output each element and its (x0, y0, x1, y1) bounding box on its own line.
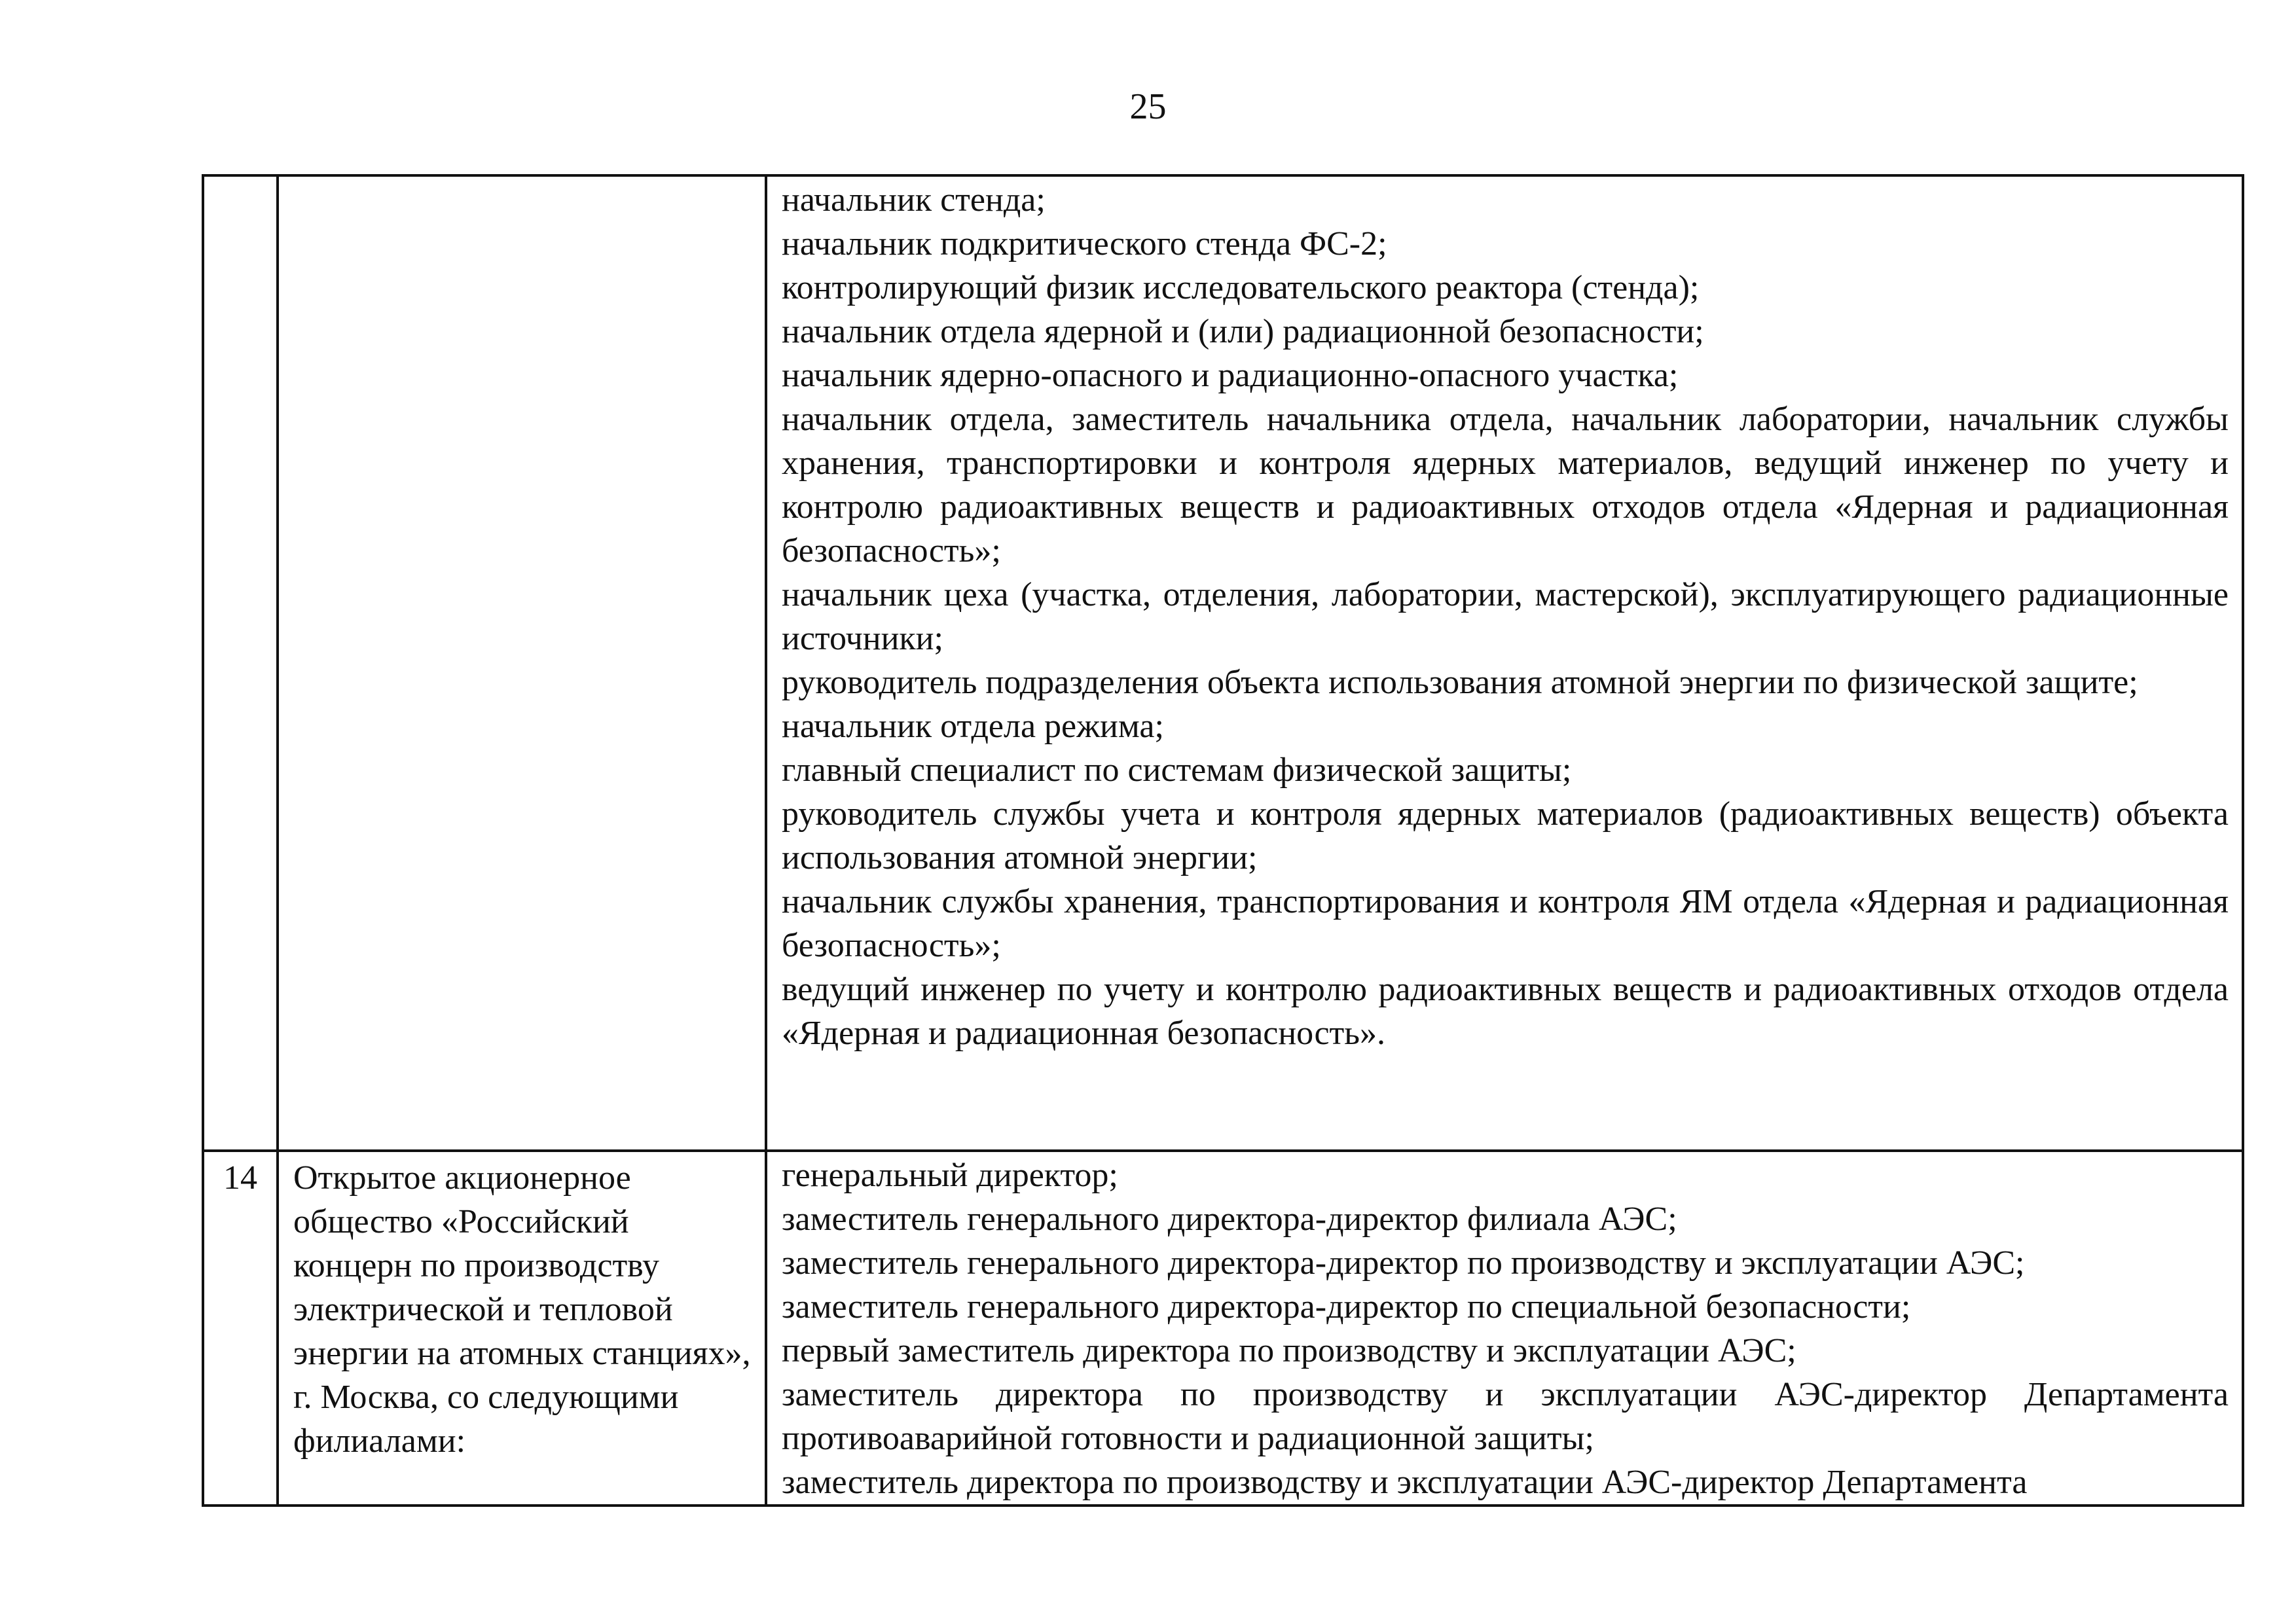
position-item: руководитель службы учета и контроля ядерных материалов (радиоактивных веществ) объекта использования атомной энергии; (782, 795, 2229, 876)
position-item: генеральный директор; (782, 1157, 1118, 1194)
position-item: начальник отдела ядерной и (или) радиационной безопасности; (782, 313, 1704, 350)
organization-cell: Открытое акционерное общество «Российский концерн по производству электрической и тепловой энергии на атомных станциях», г. Москва, со следующими филиалами: (278, 1151, 766, 1506)
position-item: первый заместитель директора по производству и эксплуатации АЭС; (782, 1332, 1796, 1369)
position-item: начальник ядерно-опасного и радиационно-опасного участка; (782, 357, 1679, 394)
position-item: заместитель директора по производству и эксплуатации АЭС-директор Департамента (782, 1464, 2028, 1501)
positions-cell (766, 175, 2243, 1151)
table-row-14 (203, 1151, 2243, 1506)
position-item: начальник отдела, заместитель начальника отдела, начальник лаборатории, начальник службы хранения, транспортировки и контроля ядерных материалов, ведущий инженер по учету и контролю радиоактивных веществ и радиоактивных отходов отдела «Ядерная и радиационная безопасность»; (782, 401, 2229, 569)
page-number: 25 (1129, 86, 1167, 127)
position-item: ведущий инженер по учету и контролю радиоактивных веществ и радиоактивных отходов отдела «Ядерная и радиационная безопасность». (782, 971, 2229, 1052)
position-item: начальник службы хранения, транспортирования и контроля ЯМ отдела «Ядерная и радиационная безопасность»; (782, 883, 2229, 964)
organization-cell (278, 175, 766, 1151)
position-item: начальник подкритического стенда ФС-2; (782, 225, 1387, 262)
positions-table (202, 174, 2244, 1507)
position-item: заместитель генерального директора-директор по специальной безопасности; (782, 1288, 1911, 1326)
position-item: главный специалист по системам физической защиты; (782, 751, 1572, 789)
positions-cell (766, 1151, 2243, 1506)
table-row-continued (203, 175, 2243, 1151)
position-item: заместитель генерального директора-директор филиала АЭС; (782, 1200, 1677, 1238)
position-item: заместитель директора по производству и эксплуатации АЭС-директор Департамента противоаварийной готовности и радиационной защиты; (782, 1376, 2229, 1457)
position-item: контролирующий физик исследовательского реактора (стенда); (782, 269, 1700, 306)
row-number-cell (203, 175, 278, 1151)
position-item: начальник стенда; (782, 181, 1046, 219)
position-item: начальник цеха (участка, отделения, лаборатории, мастерской), эксплуатирующего радиационные источники; (782, 576, 2229, 657)
position-item: начальник отдела режима; (782, 708, 1164, 745)
position-item: заместитель генерального директора-директор по производству и эксплуатации АЭС; (782, 1244, 2025, 1282)
position-item: руководитель подразделения объекта использования атомной энергии по физической защите; (782, 664, 2138, 701)
row-number-cell: 14 (203, 1151, 278, 1506)
